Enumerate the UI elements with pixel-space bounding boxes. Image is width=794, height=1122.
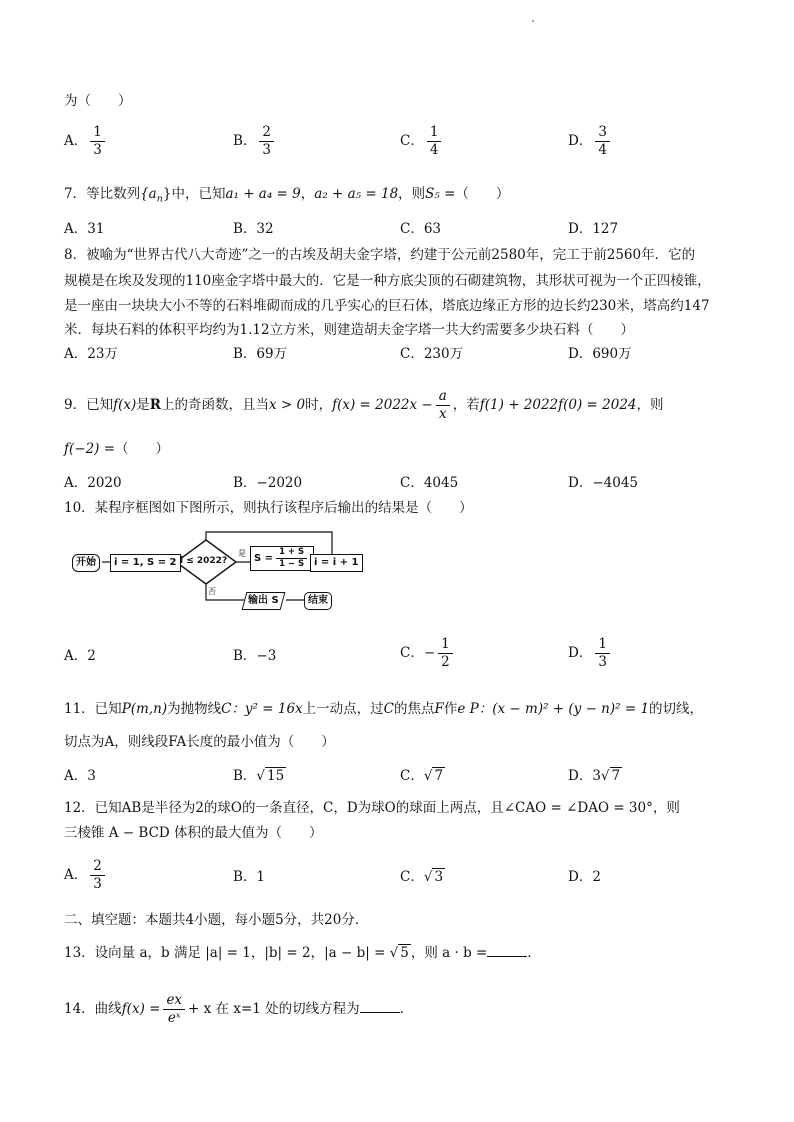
fraction: $\frac{2}{3}$ [259,124,274,159]
question-14: 14．曲线f(x) = $\frac{ex}{\text{eˣ}}$ + x 在 x=1 处的切线方程为 ． [64,992,414,1026]
flowchart [70,528,360,620]
question-7: 7．等比数列$\{a_n\}$中，已知a₁ + a₄ = 9，a₂ + a₅ = 18，则S₅ =（ ） [64,186,510,205]
question-8-line-2: 规模是在埃及发现的110座金字塔中最大的．它是一种方底尖顶的石砌建筑物，其形状可视为一个正四棱锥， [64,273,711,289]
scan-dot [532,20,534,22]
question-11-line-2: 切点为A，则线段FA长度的最小值为（ ） [64,734,335,750]
fraction: $\frac{1}{4}$ [427,124,442,159]
question-8-line-3: 是一座由一块块大小不等的石料堆砌而成的几乎实心的巨石体，塔底边缘正方形的边长约230米，塔高约147 [64,298,710,314]
answer-blank[interactable] [487,944,527,957]
fraction: $\frac{1}{3}$ [595,636,610,671]
flow-increment: i = i + 1 [310,554,363,572]
question-8-line-4: 米．每块石料的体积平均约为1.12立方米，则建造胡夫金字塔一共大约需要多少块石料（ ） [64,322,635,338]
question-13: 13．设向量 a，b 满足 |a| = 1，|b| = 2，|a − b| = √ 5 ，则 a · b = ． [64,945,541,961]
fraction: $\frac{1}{2}$ [438,636,453,671]
fraction: $\frac{ex}{\text{eˣ}}$ [163,992,185,1027]
answer-blank[interactable] [360,1000,400,1013]
question-10: 10．某程序框图如下图所示，则执行该程序后输出的结果是（ ） [64,500,473,516]
flow-assign: S = $\frac{1 + S}{1 - S}$ [250,546,314,571]
flow-output: 输出 S [242,592,286,610]
question-9-line-2: f(−2) =（ ） [64,441,170,457]
flow-yes-label: 是 [238,549,246,558]
flow-end: 结束 [304,592,332,610]
flow-condition: i ≤ 2022? [180,556,228,566]
question-12-line-2: 三棱锥 A − BCD 体积的最大值为（ ） [64,825,323,841]
question-11-line-1: 11．已知P(m,n)为抛物线C：y² = 16x上一动点，过C的焦点F作e P：(x − m)² + (y − n)² = 1的切线， [64,701,704,717]
section-heading-fill-in: 二、填空题：本题共4小题，每小题5分，共20分． [64,912,369,928]
prev-question-tail: 为（ ） [64,93,132,109]
question-9-line-1: 9．已知f(x)是R上的奇函数，且当x > 0时，f(x) = 2022x − $\frac{a}{x}$ ，若f(1) + 2022f(0) = 2024，则 [64,388,664,422]
question-8-line-1: 8．被喻为“世界古代八大奇迹”之一的古埃及胡夫金字塔，约建于公元前2580年，完工于前2560年．它的 [64,247,696,263]
fraction: $\frac{a}{x}$ [436,388,450,423]
flow-start: 开始 [72,554,100,572]
fraction: $\frac{2}{3}$ [90,858,105,893]
flow-no-label: 否 [208,587,216,596]
question-12-line-1: 12．已知AB是半径为2的球O的一条直径，C，D为球O的球面上两点，且∠CAO = ∠DAO = 30°，则 [64,800,680,816]
fraction: $\frac{3}{4}$ [595,124,610,159]
flow-init: i = 1, S = 2 [110,554,181,572]
fraction: $\frac{1}{3}$ [90,124,105,159]
